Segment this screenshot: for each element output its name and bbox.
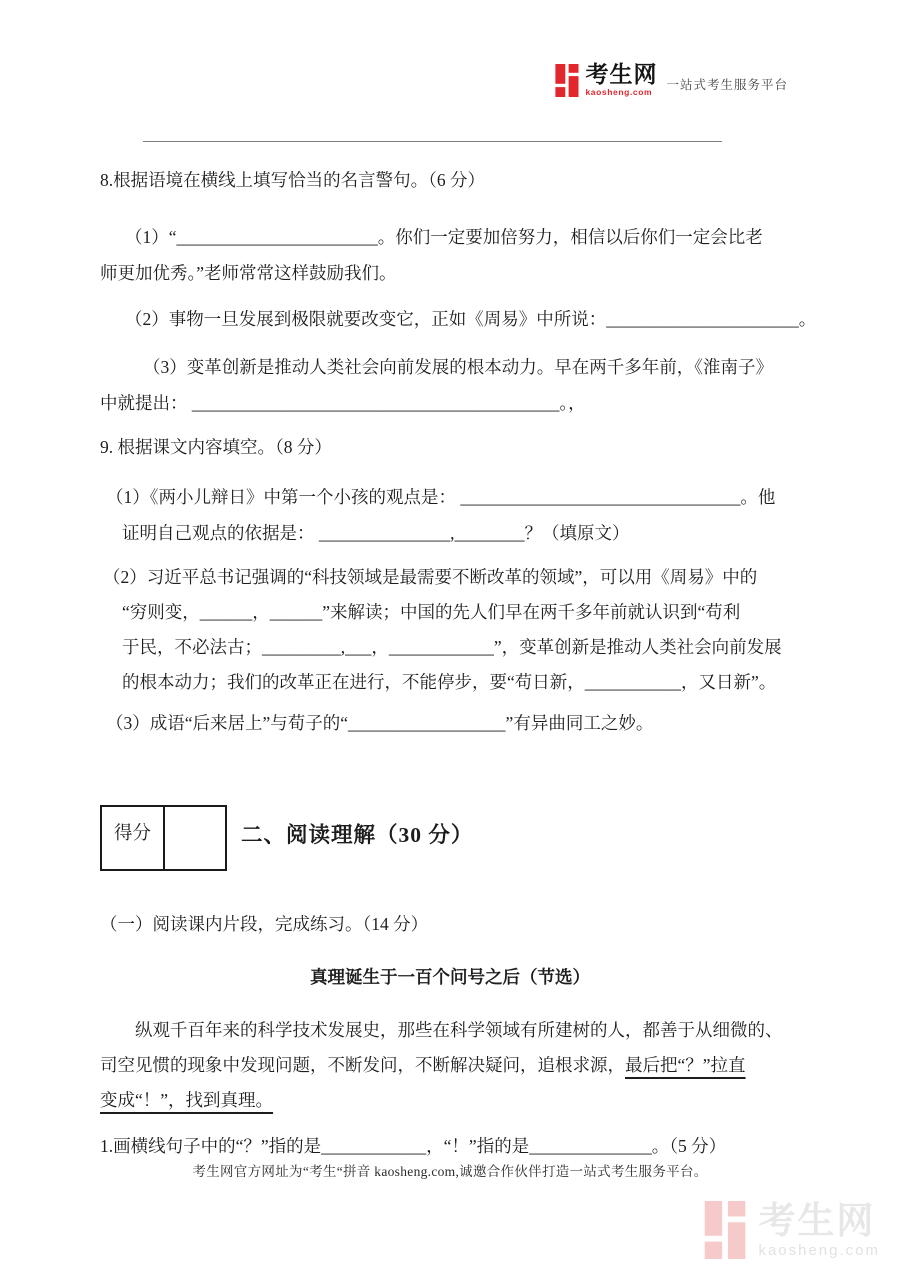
q9-item2-line4: 的根本动力；我们的改革正在进行，不能停步，要“苟日新，___________，又日新”。 xyxy=(122,672,777,692)
section2-heading: 二、阅读理解（30 分） xyxy=(241,823,474,847)
brand-domain: kaosheng.com xyxy=(585,87,653,97)
passage-para-line2-normal: 司空见惯的现象中发现问题，不断发问，不断解决疑问，追根求源， xyxy=(100,1055,625,1075)
passage-title: 真理诞生于一百个问号之后（节选） xyxy=(310,967,590,987)
q9-item3: （3）成语“后来居上”与荀子的“__________________”有异曲同工之妙。 xyxy=(106,713,654,733)
q8-item3-line1: （3）变革创新是推动人类社会向前发展的根本动力。早在两千多年前，《淮南子》 xyxy=(143,357,773,377)
q9-item1-line1: （1）《两小儿辩日》中第一个小孩的观点是： ________________________________。他 xyxy=(106,487,776,507)
q8-item1-line1: （1）“_______________________。你们一定要加倍努力，相信以后你们一定会比老 xyxy=(125,227,763,247)
score-label: 得分 xyxy=(102,807,165,869)
reading-q1: 1.画横线句子中的“？”指的是____________，“！”指的是______________。（5 分） xyxy=(100,1136,727,1156)
passage-para-line1: 纵观千百年来的科学技术发展史，那些在科学领域有所建树的人，都善于从细微的、 xyxy=(135,1020,783,1040)
kaosheng-logo-icon xyxy=(555,64,580,97)
brand-tagline: 一站式考生服务平台 xyxy=(666,77,788,92)
score-box xyxy=(100,805,227,871)
q9-item2-line1: （2）习近平总书记强调的“科技领域是最需要不断改革的领域”，可以用《周易》中的 xyxy=(103,567,758,587)
answer-blank-line xyxy=(143,121,722,142)
brand-name: 考生网 xyxy=(585,61,658,87)
kaosheng-watermark xyxy=(703,1201,880,1259)
score-entry-cell[interactable] xyxy=(165,807,225,869)
footer-note: 考生网官方网址为“考生“拼音 kaosheng.com,诚邀合作伙伴打造一站式考生服务平台。 xyxy=(192,1164,708,1179)
passage-para-line3-underlined: 变成“！”，找到真理。 xyxy=(100,1090,274,1110)
q9-item2-line2: “穷则变，______，______”来解读；中国的先人们早在两千多年前就认识到“苟利 xyxy=(122,602,741,622)
q8-item1-line2: 师更加优秀。”老师常常这样鼓励我们。 xyxy=(100,263,397,283)
kaosheng-logo xyxy=(555,63,788,97)
q9-item2-line3: 于民，不必法古；_________,___，____________”，变革创新是推动人类社会向前发展 xyxy=(122,637,782,657)
reading-intro: （一）阅读课内片段，完成练习。（14 分） xyxy=(100,914,429,934)
kaosheng-watermark-icon xyxy=(703,1201,749,1259)
q9-title: 9. 根据课文内容填空。（8 分） xyxy=(100,437,332,457)
q8-title: 8.根据语境在横线上填写恰当的名言警句。（6 分） xyxy=(100,170,485,190)
watermark-text-block xyxy=(758,1202,880,1258)
passage-para-line3 xyxy=(100,1090,273,1111)
q9-item1-line2: 证明自己观点的依据是： _______________,________？（填原文） xyxy=(122,523,630,543)
watermark-domain: kaosheng.com xyxy=(758,1242,880,1259)
brand-text-block xyxy=(585,63,657,97)
passage-para-line2-underlined: 最后把“？”拉直 xyxy=(625,1055,746,1075)
watermark-name: 考生网 xyxy=(758,1200,876,1241)
passage-para-line2 xyxy=(100,1055,746,1076)
q8-item3-line2: 中就提出： __________________________________________。， xyxy=(100,393,586,413)
q8-item2: （2）事物一旦发展到极限就要改变它，正如《周易》中所说：______________________。 xyxy=(125,309,817,329)
